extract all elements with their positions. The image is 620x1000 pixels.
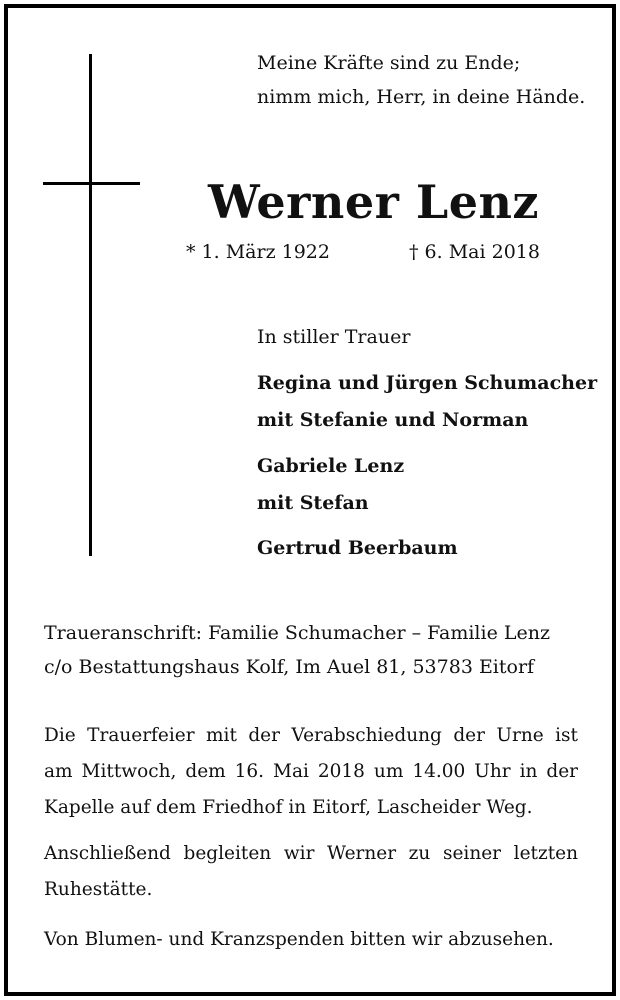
paragraph-line: Ruhestätte. — [44, 879, 153, 900]
paragraph-line: Die Trauerfeier mit der Verabschiedung der Urne ist — [44, 725, 578, 746]
address-line-1: Traueranschrift: Familie Schumacher – Familie Lenz — [44, 622, 550, 644]
ceremony-paragraph — [44, 718, 578, 826]
mourner-group-3 — [257, 530, 458, 567]
flowers-paragraph — [44, 922, 578, 958]
mourning-address — [44, 616, 584, 684]
cross-icon-vertical-bar — [89, 54, 92, 556]
mourning-intro: In stiller Trauer — [257, 326, 411, 348]
deceased-name: Werner Lenz — [208, 175, 540, 229]
mourner-line: Regina und Jürgen Schumacher — [257, 372, 598, 394]
verse-line-2: nimm mich, Herr, in deine Hände. — [257, 86, 586, 108]
memorial-verse — [257, 46, 585, 114]
mourner-line: Gertrud Beerbaum — [257, 537, 458, 559]
paragraph-line: am Mittwoch, dem 16. Mai 2018 um 14.00 Uhr in der — [44, 761, 578, 782]
mourner-group-1 — [257, 365, 597, 439]
birth-date: * 1. März 1922 — [186, 241, 330, 263]
verse-line-1: Meine Kräfte sind zu Ende; — [257, 52, 521, 74]
paragraph-line: Von Blumen- und Kranzspenden bitten wir abzusehen. — [44, 929, 554, 950]
burial-paragraph — [44, 836, 578, 908]
cross-icon-horizontal-bar — [43, 182, 140, 185]
mourner-line: Gabriele Lenz — [257, 455, 405, 477]
paragraph-line: Kapelle auf dem Friedhof in Eitorf, Lascheider Weg. — [44, 797, 533, 818]
mourner-group-2 — [257, 448, 404, 522]
death-date: † 6. Mai 2018 — [409, 241, 540, 263]
address-line-2: c/o Bestattungshaus Kolf, Im Auel 81, 53783 Eitorf — [44, 656, 535, 678]
mourner-line: mit Stefanie und Norman — [257, 409, 529, 431]
paragraph-line: Anschließend begleiten wir Werner zu seiner letzten — [44, 843, 578, 864]
mourner-line: mit Stefan — [257, 492, 369, 514]
